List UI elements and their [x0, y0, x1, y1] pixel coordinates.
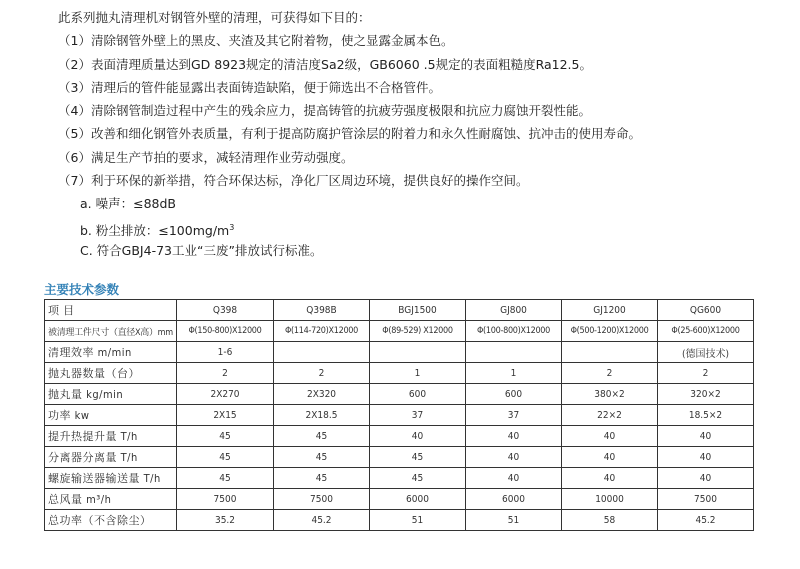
table-cell: Φ(150-800)X12000: [177, 321, 274, 342]
table-cell: 380×2: [562, 384, 658, 405]
table-cell: 40: [370, 426, 466, 447]
table-cell: Φ(25-600)X12000: [658, 321, 754, 342]
table-cell: [562, 342, 658, 363]
section-title: 主要技术参数: [44, 282, 120, 297]
table-cell: 40: [562, 468, 658, 489]
table-cell: 37: [370, 405, 466, 426]
table-header-row: [45, 300, 754, 321]
intro-heading: 此系列抛丸清理机对钢管外壁的清理，可获得如下目的：: [58, 10, 371, 25]
table-row-label: 总功率（不含除尘）: [45, 510, 177, 531]
table-cell: [370, 342, 466, 363]
table-cell: 45: [177, 468, 274, 489]
table-cell: 45: [370, 447, 466, 468]
table-cell: 2X320: [274, 384, 370, 405]
intro-item: （6）满足生产节拍的要求，减轻清理作业劳动强度。: [58, 149, 354, 165]
table-cell: 45.2: [274, 510, 370, 531]
table-cell: 7500: [177, 489, 274, 510]
table-cell: 1-6: [177, 342, 274, 363]
intro-section: [58, 6, 641, 262]
table-cell: 37: [466, 405, 562, 426]
table-cell: 35.2: [177, 510, 274, 531]
table-cell: 40: [658, 468, 754, 489]
intro-subitem-b-text: b. 粉尘排放：≤100mg/m: [80, 222, 230, 238]
table-cell: 58: [562, 510, 658, 531]
table-cell: 1: [466, 363, 562, 384]
table-cell: 7500: [274, 489, 370, 510]
table-row: [45, 510, 754, 531]
table-cell: 45.2: [658, 510, 754, 531]
table-row: [45, 384, 754, 405]
table-cell: 45: [370, 468, 466, 489]
intro-item: （7）利于环保的新举措，符合环保达标，净化厂区周边环境，提供良好的操作空间。: [58, 173, 529, 189]
table-cell: 2: [658, 363, 754, 384]
table-cell: 40: [466, 426, 562, 447]
table-row: [45, 447, 754, 468]
table-cell: 320×2: [658, 384, 754, 405]
table-cell: 45: [274, 447, 370, 468]
table-cell: BGJ1500: [370, 300, 466, 321]
table-cell: 2X18.5: [274, 405, 370, 426]
table-row-label: 抛丸量 kg/min: [45, 384, 177, 405]
intro-item: （1）清除钢管外壁上的黑皮、夹渣及其它附着物，使之显露金属本色。: [58, 33, 454, 49]
table-cell: 2X270: [177, 384, 274, 405]
table-row: [45, 426, 754, 447]
intro-subitem-b-sup: 3: [229, 222, 235, 232]
table-row-label: 清理效率 m/min: [45, 342, 177, 363]
table-row-label: 分离器分离量 T/h: [45, 447, 177, 468]
table-cell: GJ800: [466, 300, 562, 321]
table-cell: Φ(89-529) X12000: [370, 321, 466, 342]
table-row: [45, 405, 754, 426]
table-cell: 600: [370, 384, 466, 405]
table-cell: 6000: [466, 489, 562, 510]
table-cell: Φ(500-1200)X12000: [562, 321, 658, 342]
table-cell: GJ1200: [562, 300, 658, 321]
table-cell: 51: [466, 510, 562, 531]
table-cell: Q398: [177, 300, 274, 321]
table-cell: 40: [562, 447, 658, 468]
table-row-label: 提升热提升量 T/h: [45, 426, 177, 447]
table-cell: 45: [274, 426, 370, 447]
table-cell: [466, 342, 562, 363]
intro-item: （5）改善和细化钢管外表质量，有利于提高防腐护管涂层的附着力和永久性耐腐蚀、抗冲击的使用寿命。: [58, 126, 641, 142]
table-row-label: 被清理工件尺寸（直径X高）mm: [45, 321, 177, 342]
table-cell: Q398B: [274, 300, 370, 321]
table-cell: 2: [177, 363, 274, 384]
table-row-label: 螺旋输送器输送量 T/h: [45, 468, 177, 489]
table-cell: 40: [658, 426, 754, 447]
table-cell: 18.5×2: [658, 405, 754, 426]
table-cell: 600: [466, 384, 562, 405]
intro-item: （4）清除钢管制造过程中产生的残余应力，提高铸管的抗疲劳强度极限和抗应力腐蚀开裂性能。: [58, 103, 591, 119]
table-row: [45, 489, 754, 510]
table-cell: 40: [466, 468, 562, 489]
table-cell: [274, 342, 370, 363]
table-cell: 22×2: [562, 405, 658, 426]
table-cell: 2X15: [177, 405, 274, 426]
table-cell: 40: [562, 426, 658, 447]
table-cell: 6000: [370, 489, 466, 510]
intro-item: （2）表面清理质量达到GD 8923规定的清洁度Sa2级，GB6060 .5规定的表面粗糙度Ra12.5。: [58, 56, 592, 72]
intro-item: （3）清理后的管件能显露出表面铸造缺陷，便于筛选出不合格管件。: [58, 79, 441, 95]
table-row: [45, 468, 754, 489]
table-row-label: 抛丸器数量（台）: [45, 363, 177, 384]
table-cell: 1: [370, 363, 466, 384]
table-row: [45, 342, 754, 363]
spec-table: [44, 299, 754, 531]
table-cell: 40: [658, 447, 754, 468]
table-cell: (德国技术): [658, 342, 754, 363]
table-row: [45, 321, 754, 342]
table-row-label: 功率 kw: [45, 405, 177, 426]
table-cell: 40: [466, 447, 562, 468]
table-cell: 45: [177, 447, 274, 468]
intro-subitem-a: a. 噪声：≤88dB: [80, 196, 176, 212]
table-cell: 10000: [562, 489, 658, 510]
table-row-label: 总风量 m³/h: [45, 489, 177, 510]
table-cell: Φ(114-720)X12000: [274, 321, 370, 342]
table-cell: Φ(100-800)X12000: [466, 321, 562, 342]
table-cell: 51: [370, 510, 466, 531]
table-cell: 2: [562, 363, 658, 384]
table-cell: QG600: [658, 300, 754, 321]
table-row: [45, 363, 754, 384]
intro-subitem-c: C. 符合GBJ4-73工业“三废”排放试行标准。: [80, 242, 323, 258]
table-row-label: 项 目: [45, 300, 177, 321]
intro-subitem-b: [58, 216, 641, 239]
table-cell: 7500: [658, 489, 754, 510]
table-cell: 45: [274, 468, 370, 489]
table-cell: 45: [177, 426, 274, 447]
table-cell: 2: [274, 363, 370, 384]
